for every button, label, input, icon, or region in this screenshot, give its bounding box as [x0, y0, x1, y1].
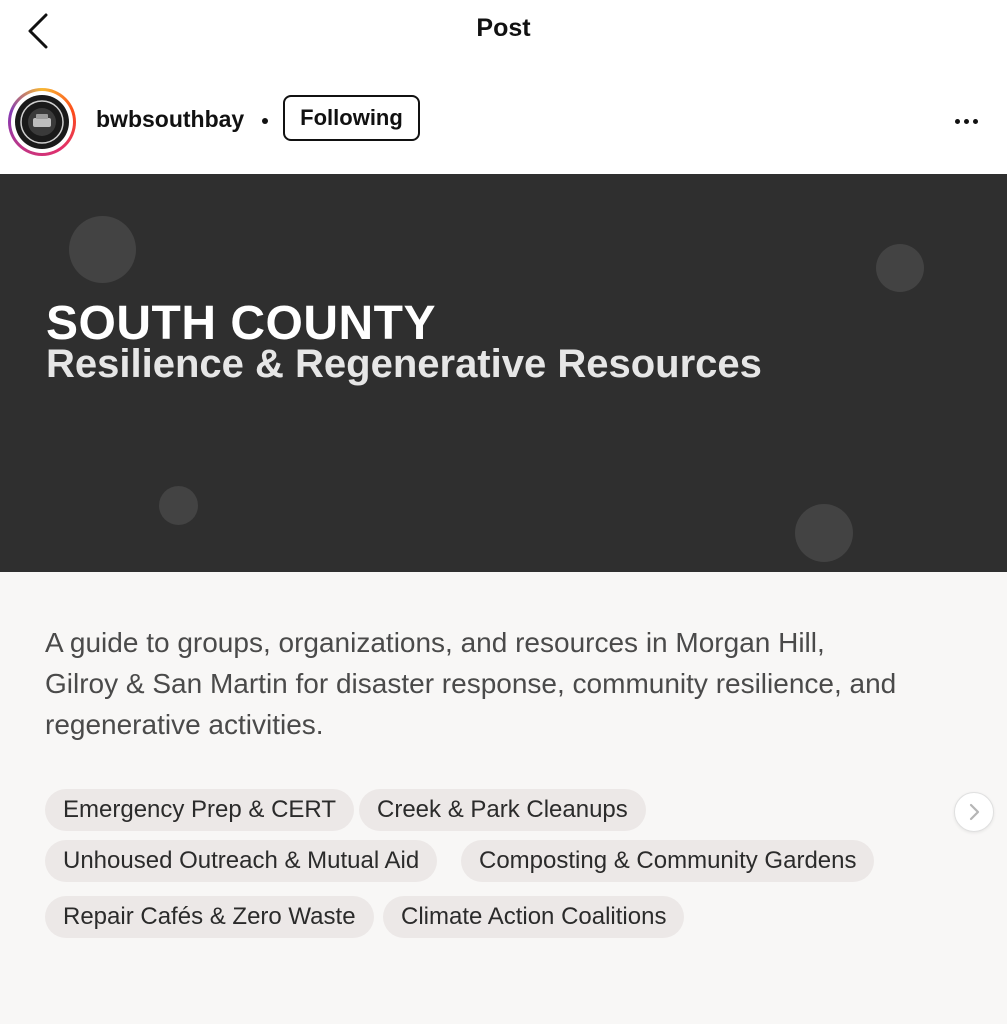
decorative-circle: [795, 504, 853, 562]
following-button[interactable]: Following: [283, 95, 420, 141]
decorative-circle: [69, 216, 136, 283]
tag-chip[interactable]: Composting & Community Gardens: [461, 840, 874, 882]
tag-chip[interactable]: Creek & Park Cleanups: [359, 789, 646, 831]
description-line: regenerative activities.: [45, 709, 324, 740]
decorative-circle: [876, 244, 924, 292]
tag-chip[interactable]: Climate Action Coalitions: [383, 896, 684, 938]
username[interactable]: bwbsouthbay: [96, 106, 245, 132]
banner-title: SOUTH COUNTY: [46, 297, 436, 350]
page-title: Post: [476, 14, 531, 42]
more-options-button[interactable]: [944, 106, 988, 136]
top-bar: [0, 0, 1007, 62]
banner-subtitle: Resilience & Regenerative Resources: [46, 342, 762, 386]
more-horizontal-icon: [955, 119, 960, 124]
post-content-panel: [0, 572, 1007, 1024]
description-line: Gilroy & San Martin for disaster response, community resilience, and: [45, 668, 897, 699]
post-image-banner: [0, 174, 1007, 572]
carousel-next-button[interactable]: [954, 792, 994, 832]
profile-avatar-icon: [14, 94, 70, 150]
tag-chip[interactable]: Repair Cafés & Zero Waste: [45, 896, 374, 938]
description-text: [45, 622, 965, 745]
chevron-right-icon: [968, 803, 980, 821]
description-line: A guide to groups, organizations, and resources in Morgan Hill,: [45, 627, 825, 658]
tag-chip[interactable]: Unhoused Outreach & Mutual Aid: [45, 840, 437, 882]
post-header: [0, 70, 1007, 174]
separator-dot: [262, 118, 268, 124]
tag-chip[interactable]: Emergency Prep & CERT: [45, 789, 354, 831]
decorative-circle: [159, 486, 198, 525]
avatar[interactable]: [8, 88, 76, 156]
